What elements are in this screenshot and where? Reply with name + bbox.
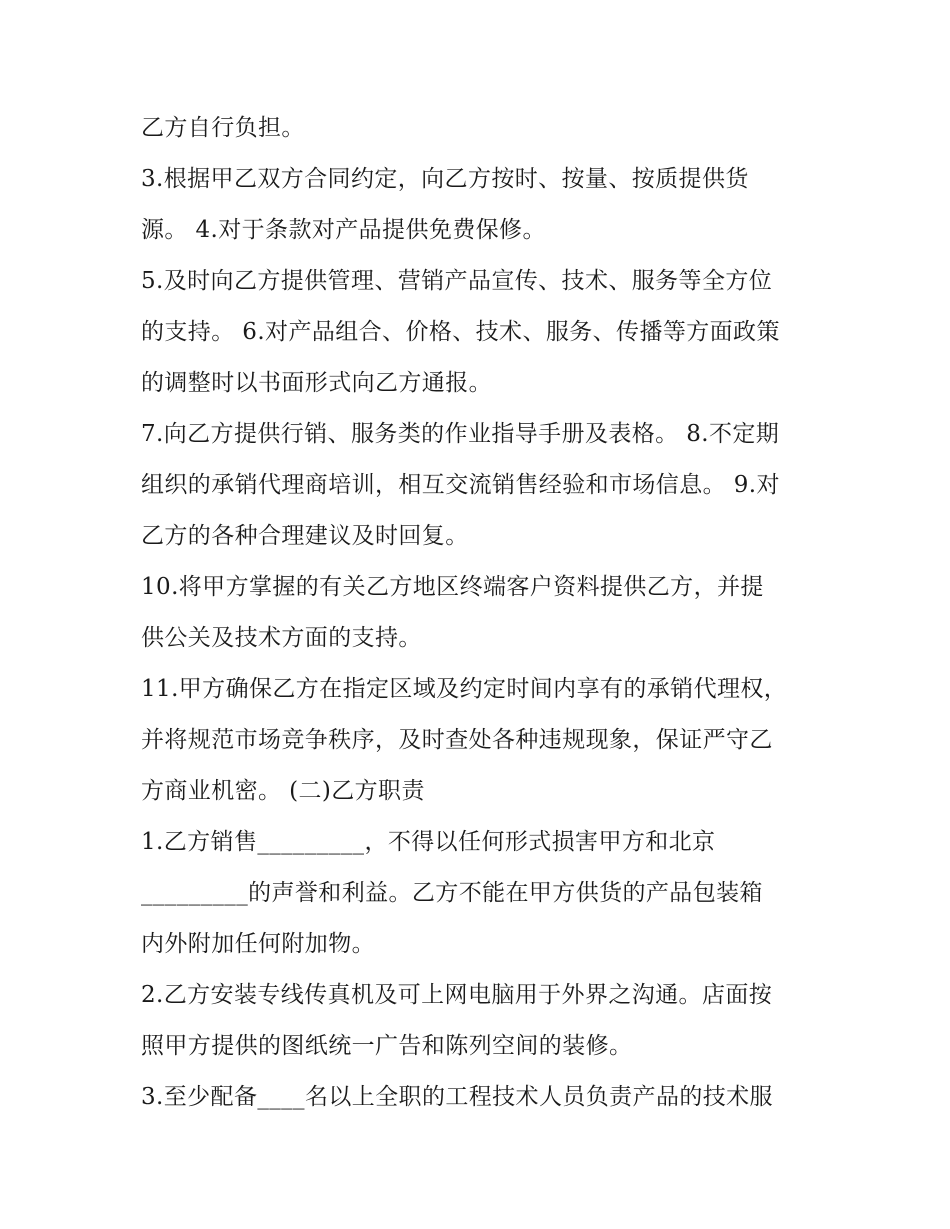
- text-line: 内外附加任何附加物。: [141, 931, 375, 957]
- text-line: 供公关及技术方面的支持。: [141, 625, 422, 651]
- text-line: 源。 4.对于条款对产品提供免费保修。: [141, 217, 546, 243]
- text-line: 1.乙方销售_________，不得以任何形式损害甲方和北京: [141, 829, 716, 855]
- text-line: 的调整时以书面形式向乙方通报。: [141, 370, 492, 396]
- text-line: 5.及时向乙方提供管理、营销产品宣传、技术、服务等全方位: [141, 268, 773, 294]
- text-line: 并将规范市场竞争秩序，及时查处各种违规现象，保证严守乙: [141, 727, 773, 753]
- text-line: 3.根据甲乙双方合同约定，向乙方按时、按量、按质提供货: [141, 166, 749, 192]
- text-line: 乙方的各种合理建议及时回复。: [141, 523, 469, 549]
- text-line: 组织的承销代理商培训，相互交流销售经验和市场信息。 9.对: [141, 472, 780, 498]
- text-line: 11.甲方确保乙方在指定区域及约定时间内享有的承销代理权，: [141, 676, 788, 702]
- text-line: 10.将甲方掌握的有关乙方地区终端客户资料提供乙方，并提: [141, 574, 764, 600]
- text-line: 照甲方提供的图纸统一广告和陈列空间的装修。: [141, 1033, 633, 1059]
- text-line: 方商业机密。 (二)乙方职责: [141, 778, 425, 804]
- text-line: 3.至少配备____名以上全职的工程技术人员负责产品的技术服: [141, 1084, 773, 1110]
- text-line: 的支持。 6.对产品组合、价格、技术、服务、传播等方面政策: [141, 319, 780, 345]
- text-line: 2.乙方安装专线传真机及可上网电脑用于外界之沟通。店面按: [141, 982, 773, 1008]
- text-line: _________的声誉和利益。乙方不能在甲方供货的产品包装箱: [141, 880, 763, 906]
- text-line: 乙方自行负担。: [141, 115, 305, 141]
- text-line: 7.向乙方提供行销、服务类的作业指导手册及表格。 8.不定期: [141, 421, 780, 447]
